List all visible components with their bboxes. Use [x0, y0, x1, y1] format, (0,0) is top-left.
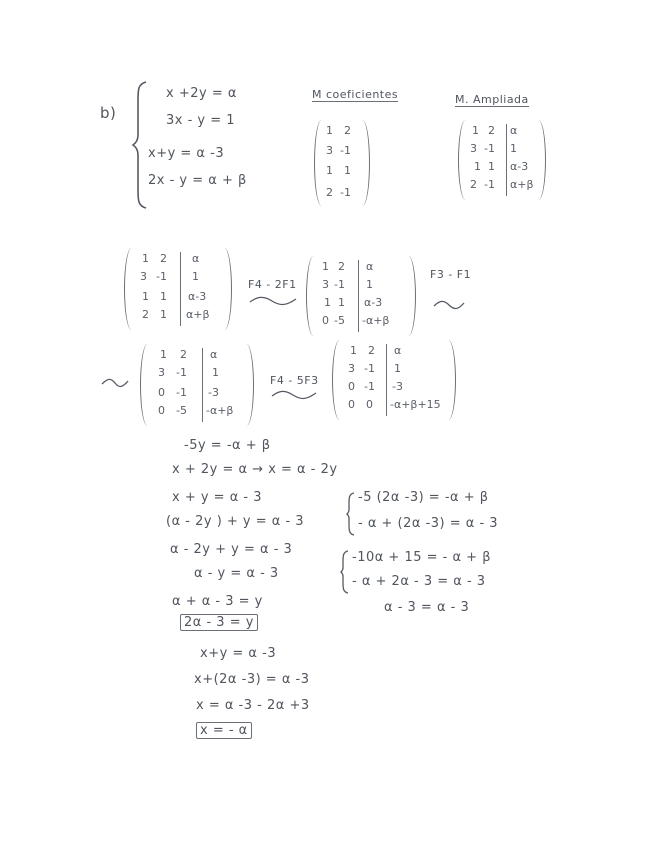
step3-matrix: 1 2 α 3 -1 1 0 -1 -3 0 -5 -α+β: [140, 344, 254, 426]
work-line-7: α + α - 3 = y: [172, 594, 263, 609]
ampl-matrix: 1 2 α 3 -1 1 1 1 α-3 2 -1 α+β: [458, 120, 546, 200]
row-op-2: F3 - F1: [430, 268, 472, 281]
work-x-3: x = α -3 - 2α +3: [196, 698, 310, 713]
result-y: 2α - 3 = y: [180, 614, 258, 631]
system-eq-2: 3x - y = 1: [166, 113, 236, 128]
row-op-3: F4 - 5F3: [270, 374, 319, 387]
system-eq-1: x +2y = α: [166, 86, 237, 101]
result-x: x = - α: [196, 722, 252, 739]
part-label: b): [100, 104, 117, 122]
work-line-3: x + y = α - 3: [172, 490, 262, 505]
right-sys2-eq1: -10α + 15 = - α + β: [352, 550, 492, 565]
work-line-4: (α - 2y ) + y = α - 3: [166, 514, 305, 529]
system-eq-4: 2x - y = α + β: [148, 173, 247, 188]
right-sys1-eq2: - α + (2α -3) = α - 3: [358, 516, 499, 531]
right-brace-2: [340, 550, 350, 594]
work-line-6: α - y = α - 3: [194, 566, 279, 581]
right-brace-1: [346, 492, 356, 536]
ampl-matrix-title: M. Ampliada: [455, 93, 529, 106]
work-x-2: x+(2α -3) = α -3: [194, 672, 310, 687]
tilde-4: [270, 390, 318, 400]
step4-matrix: 1 2 α 3 -1 1 0 -1 -3 0 0 -α+β+15: [332, 340, 456, 420]
coef-matrix-title: M coeficientes: [312, 88, 399, 101]
right-sys1-eq1: -5 (2α -3) = -α + β: [358, 490, 489, 505]
step1-matrix: 1 2 α 3 -1 1 1 1 α-3 2 1 α+β: [124, 248, 232, 330]
step2-matrix: 1 2 α 3 -1 1 1 1 α-3 0 -5 -α+β: [306, 256, 416, 336]
tilde-2: [432, 300, 466, 310]
work-line-5: α - 2y + y = α - 3: [170, 542, 293, 557]
system-brace: [132, 80, 152, 210]
coef-matrix: 1 2 3 -1 1 1 2 -1: [314, 120, 370, 206]
right-result: α - 3 = α - 3: [384, 600, 470, 615]
right-sys2-eq2: - α + 2α - 3 = α - 3: [352, 574, 486, 589]
tilde-1: [248, 296, 298, 306]
tilde-3: [100, 378, 130, 388]
work-x-1: x+y = α -3: [200, 646, 277, 661]
work-line-1: -5y = -α + β: [184, 438, 271, 453]
work-line-2: x + 2y = α → x = α - 2y: [172, 462, 338, 477]
row-op-1: F4 - 2F1: [248, 278, 297, 291]
system-eq-3: x+y = α -3: [148, 146, 225, 161]
